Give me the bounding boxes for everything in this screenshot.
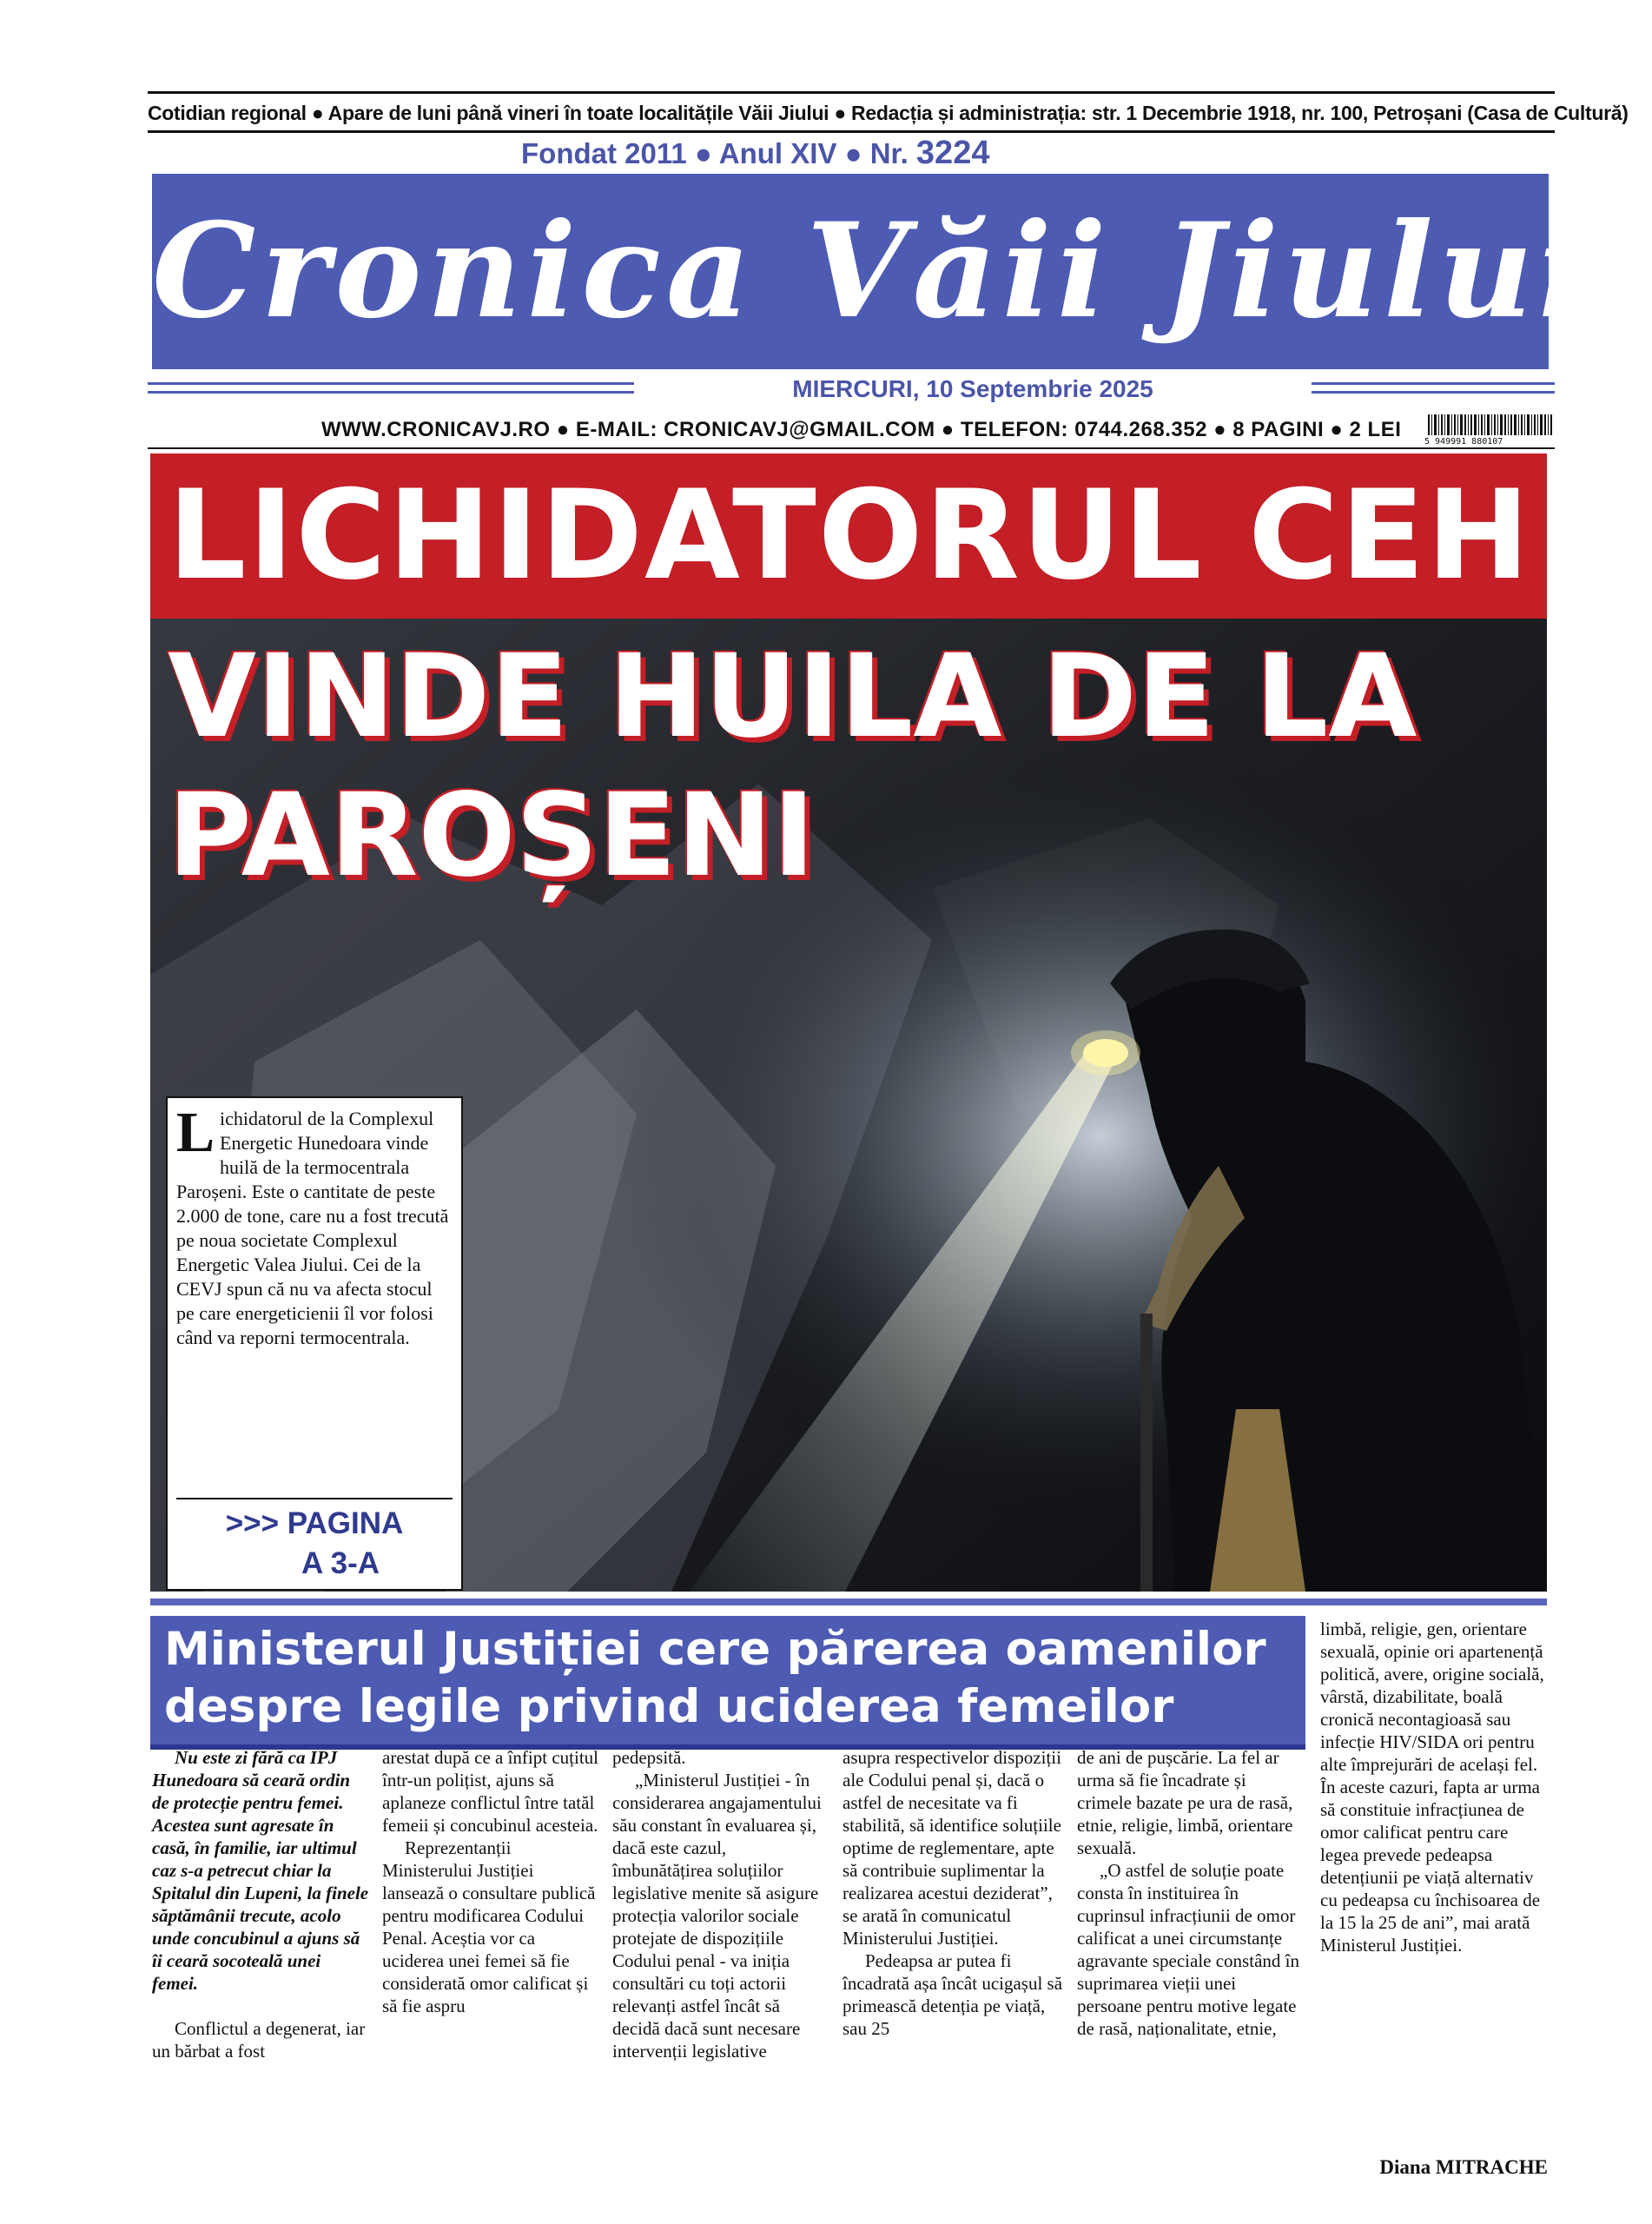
date-bar-right-2 — [1312, 391, 1555, 394]
teaser-text — [176, 1101, 453, 1350]
contact-rule — [148, 447, 1555, 449]
article-column-1 — [152, 1746, 369, 2062]
founded-text: Fondat 2011 ● Anul XIV ● Nr. — [521, 137, 909, 169]
headline-line-3: PAROȘENI — [168, 769, 816, 903]
date-bar-right — [1312, 382, 1555, 385]
article-paragraph: „Ministerul Justiției - în considerarea angajamentului său constant în evaluarea și, dacă este cazul, îmbunătățirea soluțiilor legislative menite să asigure protecția valorilor sociale protejate de dispozițiile Codului penal - va iniția consultări cu toți actorii relevanți astfel încât să decidă dacă sunt necesare intervenții legislative — [612, 1770, 822, 2062]
teaser-body: ichidatorul de la Complexul Energetic Hunedoara vinde huilă de la termocentrala Paroșeni. Este o cantitate de peste 2.000 de tone, care nu a fost trecută pe noua societate Complexul Energetic Valea Jiului. Cei de la CEVJ spun că nu va afecta stocul pe care energeticienii îl vor folosi când va reporni termocentrala. — [176, 1108, 449, 1348]
article-column-2 — [382, 1746, 599, 2017]
date-bar-left — [148, 382, 634, 385]
top-rule — [148, 91, 1555, 94]
hero-photo — [150, 453, 1547, 1592]
headline-red-bar — [150, 453, 1547, 619]
article-paragraph: de ani de pușcărie. La fel ar urma să fie încadrate și crimele bazate pe ura de rasă, etnie, religie, limbă, orientare sexuală. — [1077, 1747, 1293, 1858]
teaser-box — [166, 1096, 463, 1591]
article-column-6 — [1320, 1618, 1548, 1956]
barcode-digits: 5 949991 880107 — [1424, 437, 1503, 446]
headline-line-1: LICHIDATORUL CEH — [168, 464, 1532, 607]
barcode-graphic — [1424, 414, 1555, 446]
teaser-rule — [176, 1498, 453, 1499]
contact-text: WWW.CRONICAVJ.RO ● E-MAIL: CRONICAVJ@GMAIL.COM ● TELEFON: 0744.268.352 ● 8 PAGINI ● 2 LEI — [321, 418, 1402, 441]
article-column-3 — [612, 1746, 829, 2062]
page-reference-number[interactable]: A 3-A — [301, 1546, 380, 1580]
article-paragraph: „O astfel de soluție poate consta în instituirea în cuprinsul infracțiunii de omor calificat a unei circumstanțe agravante speciale constând în suprimarea vieții unei persoane pentru motive legate de rasă, naționalitate, etnie, — [1077, 1860, 1299, 2039]
article-column-5 — [1077, 1746, 1303, 2040]
barcode — [1424, 414, 1555, 446]
byline: Diana MITRACHE — [1379, 2156, 1548, 2178]
article-lead: Nu este zi fără ca IPJ Hunedoara să ceară ordin de protecție pentru femei. Acestea sunt agresate în casă, în familie, iar ultimul caz s-a petrecut chiar la Spitalul din Lupeni, la finele săptămânii trecute, acolo unde concubinul a ajuns să îi ceară socoteală unei femei. — [152, 1747, 369, 1994]
story-rule — [150, 1598, 1547, 1605]
founded-line — [521, 134, 1129, 172]
article-column-4 — [843, 1746, 1064, 2040]
story-headline-box — [150, 1616, 1305, 1750]
date-bar-left-2 — [148, 391, 634, 394]
article-paragraph: Conflictul a degenerat, iar un bărbat a fost — [152, 2018, 366, 2062]
masthead-title: Cronica Văii Jiului — [152, 195, 1594, 348]
masthead — [152, 174, 1594, 369]
article-paragraph: pedepsită. — [612, 1747, 686, 1768]
info-line: Cotidian regional ● Apare de luni până vineri în toate localitățile Văii Jiului ● Redacția și administrația: str. 1 Decembrie 1918, nr. 100, Petroșani (Casa de Cultură) — [148, 102, 1629, 124]
article-paragraph: Reprezentanții Ministerului Justiției lansează o consultare publică pentru modificarea Codului Penal. Aceștia vor ca uciderea unei femei să fie considerată omor calificat și să fie aspru — [382, 1837, 596, 2016]
issue-number: 3224 — [915, 135, 990, 171]
article-paragraph: asupra respectivelor dispoziții ale Codului penal și, dacă o astfel de necesitate va fi stabilită, să identifice soluțiile optime de reglementare, apte să contribuie suplimentar la realizarea acestui deziderat”, se arată în comunicatul Ministerului Justiției. — [843, 1747, 1061, 1949]
top-rule-2 — [148, 130, 1555, 133]
article-paragraph: Pedeapsa ar putea fi încadrată așa încât ucigașul să primească detenția pe viață, sau 25 — [843, 1950, 1063, 2039]
story-title: Ministerul Justiției cere părerea oamenilor despre legile privind uciderea femeilor — [164, 1623, 1266, 1733]
headline-line-2: VINDE HUILA DE LA — [168, 630, 1417, 764]
issue-date: MIERCURI, 10 Septembrie 2025 — [792, 375, 1153, 402]
article-paragraph: arestat după ce a înfipt cuțitul într-un polițist, ajuns să aplaneze conflictul între tatăl femeii și concubinul acesteia. — [382, 1747, 598, 1836]
page-reference-link[interactable]: >>> PAGINA — [225, 1506, 404, 1540]
date-line — [148, 372, 1555, 407]
contact-line — [148, 413, 1555, 447]
article-paragraph: limbă, religie, gen, orientare sexuală, opinie ori apartenență politică, avere, origine socială, vârstă, dizabilitate, boală cronică necontagioasă sau infecție HIV/SIDA ori pentru alte împrejurări de același fel. În aceste cazuri, fapta ar urma să constituie infracțiunea de omor calificat pentru care legea prevede pedeapsa detențiunii pe viață alternativ cu pedeapsa cu închisoarea de la 15 la 25 de ani”, mai arată Ministerul Justiției. — [1320, 1618, 1544, 1956]
teaser-drop-cap: L — [176, 1101, 215, 1164]
